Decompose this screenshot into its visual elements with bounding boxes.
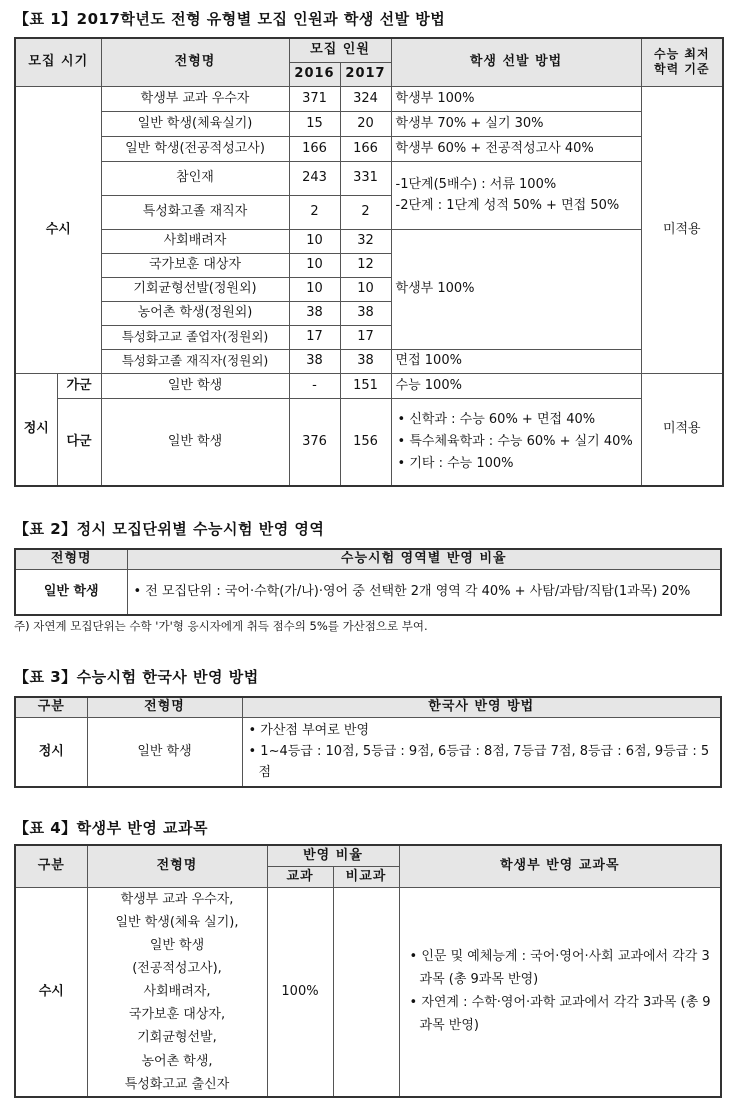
count-2017: 156 bbox=[340, 398, 391, 486]
table2-footnote: 주) 자연계 모집단위는 수학 '가'형 응시자에게 취득 점수의 5%를 가산점으로 부여. bbox=[14, 619, 428, 633]
admission-type-item: 사회배려자, bbox=[143, 984, 211, 1000]
admission-type-item: 국가보훈 대상자, bbox=[128, 1007, 226, 1023]
count-2017: 2 bbox=[340, 195, 391, 229]
type-name: 일반 학생 bbox=[101, 373, 289, 398]
type-name: 일반 학생(전공적성고사) bbox=[101, 136, 289, 161]
count-2017: 166 bbox=[340, 136, 391, 161]
dagun-label: 다군 bbox=[57, 398, 101, 486]
count-2017: 20 bbox=[340, 111, 391, 136]
table2 bbox=[14, 548, 722, 616]
method-bullet: • 신학과 : 수능 60% + 면접 40% bbox=[397, 411, 596, 427]
selection-method-two-stage bbox=[391, 161, 641, 229]
header-csat-minimum: 수능 최저 학력 기준 bbox=[641, 38, 723, 86]
header-admission-type: 전형명 bbox=[15, 549, 127, 569]
type-name: 기회균형선발(정원외) bbox=[101, 277, 289, 301]
stage-1: -1단계(5배수) : 서류 100% bbox=[395, 176, 557, 192]
admission-type-item: 특성화고교 출신자 bbox=[124, 1076, 230, 1092]
count-2016: 166 bbox=[289, 136, 340, 161]
division: 수시 bbox=[15, 887, 87, 1097]
type-name: 특성화고졸 재직자(정원외) bbox=[101, 349, 289, 373]
admission-type-item: 학생부 교과 우수자, bbox=[120, 891, 234, 907]
type-name: 일반 학생 bbox=[101, 398, 289, 486]
table4 bbox=[14, 844, 722, 1098]
header-csat-ratio: 수능시험 영역별 반영 비율 bbox=[127, 549, 721, 569]
bigyogwa-ratio bbox=[333, 887, 399, 1097]
count-2016: - bbox=[289, 373, 340, 398]
header-division: 구분 bbox=[15, 697, 87, 717]
division: 정시 bbox=[15, 717, 87, 787]
method-bullet: • 1~4등급 : 10점, 5등급 : 9점, 6등급 : 8점, 7등급 7점, 8등급 : 6점, 9등급 : 5점 bbox=[248, 744, 710, 781]
subject-bullet: • 인문 및 예체능계 : 국어·영어·사회 교과에서 각각 3과목 (총 9과목 반영) bbox=[409, 949, 710, 987]
count-2017: 12 bbox=[340, 253, 391, 277]
table3 bbox=[14, 696, 722, 788]
count-2016: 10 bbox=[289, 253, 340, 277]
admission-type: 일반 학생 bbox=[87, 717, 242, 787]
count-2017: 324 bbox=[340, 86, 391, 111]
table3-title: 【표 3】수능시험 한국사 반영 방법 bbox=[14, 668, 259, 686]
selection-method: 학생부 70% + 실기 30% bbox=[391, 111, 641, 136]
count-2016: 38 bbox=[289, 301, 340, 325]
table2-title: 【표 2】정시 모집단위별 수능시험 반영 영역 bbox=[14, 520, 325, 538]
header-korean-history-method: 한국사 반영 방법 bbox=[242, 697, 721, 717]
csat-not-applied: 미적용 bbox=[641, 373, 723, 486]
count-2017: 331 bbox=[340, 161, 391, 195]
count-2017: 17 bbox=[340, 325, 391, 349]
header-recruit-time: 모집 시기 bbox=[15, 38, 101, 86]
header-recruit-count: 모집 인원 bbox=[289, 38, 391, 62]
type-name: 학생부 교과 우수자 bbox=[101, 86, 289, 111]
count-2016: 376 bbox=[289, 398, 340, 486]
selection-method: 학생부 100% bbox=[391, 229, 641, 349]
korean-history-content bbox=[242, 717, 721, 787]
subject-bullet: • 자연계 : 수학·영어·과학 교과에서 각각 3과목 (총 9과목 반영) bbox=[409, 994, 711, 1033]
admission-type: 일반 학생 bbox=[15, 569, 127, 615]
selection-method-list bbox=[391, 398, 641, 486]
gagun-label: 가군 bbox=[57, 373, 101, 398]
type-name: 특성화고졸 재직자 bbox=[101, 195, 289, 229]
count-2017: 10 bbox=[340, 277, 391, 301]
header-selection-method: 학생 선발 방법 bbox=[391, 38, 641, 86]
table4-title: 【표 4】학생부 반영 교과목 bbox=[14, 819, 209, 837]
type-name: 국가보훈 대상자 bbox=[101, 253, 289, 277]
method-bullet: • 기타 : 수능 100% bbox=[397, 455, 514, 471]
header-year-2016: 2016 bbox=[289, 62, 340, 86]
header-ratio: 반영 비율 bbox=[267, 845, 399, 866]
admission-type-item: 기회균형선발, bbox=[137, 1030, 217, 1046]
selection-method: 학생부 60% + 전공적성고사 40% bbox=[391, 136, 641, 161]
type-name: 농어촌 학생(정원외) bbox=[101, 301, 289, 325]
type-name: 특성화고교 졸업자(정원외) bbox=[101, 325, 289, 349]
count-2016: 371 bbox=[289, 86, 340, 111]
admission-type-list bbox=[87, 887, 267, 1097]
header-admission-type: 전형명 bbox=[87, 697, 242, 717]
selection-method: 면접 100% bbox=[391, 349, 641, 373]
gyogwa-ratio: 100% bbox=[267, 887, 333, 1097]
header-year-2017: 2017 bbox=[340, 62, 391, 86]
count-2016: 10 bbox=[289, 229, 340, 253]
count-2016: 15 bbox=[289, 111, 340, 136]
table1-title: 【표 1】2017학년도 전형 유형별 모집 인원과 학생 선발 방법 bbox=[14, 10, 446, 28]
ratio-bullet: • 전 모집단위 : 국어·수학(가/나)·영어 중 선택한 2개 영역 각 40% + 사탐/과탐/직탐(1과목) 20% bbox=[133, 583, 691, 599]
header-admission-type: 전형명 bbox=[101, 38, 289, 86]
header-admission-type: 전형명 bbox=[87, 845, 267, 887]
stage-2: -2단계 : 1단계 성적 50% + 면접 50% bbox=[395, 198, 620, 213]
susi-label: 수시 bbox=[15, 86, 101, 373]
admission-type-item: 일반 학생(체육 실기), bbox=[115, 914, 239, 930]
count-2016: 38 bbox=[289, 349, 340, 373]
type-name: 일반 학생(체육실기) bbox=[101, 111, 289, 136]
admission-type-item: 일반 학생 bbox=[149, 937, 205, 953]
jeongsi-label: 정시 bbox=[15, 373, 57, 486]
count-2017: 32 bbox=[340, 229, 391, 253]
header-gyogwa: 교과 bbox=[267, 866, 333, 887]
count-2017: 38 bbox=[340, 349, 391, 373]
method-bullet: • 특수체육학과 : 수능 60% + 실기 40% bbox=[397, 433, 633, 449]
count-2017: 38 bbox=[340, 301, 391, 325]
table1 bbox=[14, 37, 724, 487]
csat-not-applied: 미적용 bbox=[641, 86, 723, 373]
admission-type-item: (전공적성고사), bbox=[132, 961, 222, 977]
subjects-content bbox=[399, 887, 721, 1097]
count-2017: 151 bbox=[340, 373, 391, 398]
selection-method: 수능 100% bbox=[391, 373, 641, 398]
header-subjects: 학생부 반영 교과목 bbox=[399, 845, 721, 887]
admission-type-item: 농어촌 학생, bbox=[141, 1053, 213, 1069]
header-bigyogwa: 비교과 bbox=[333, 866, 399, 887]
selection-method: 학생부 100% bbox=[391, 86, 641, 111]
type-name: 사회배려자 bbox=[101, 229, 289, 253]
type-name: 참인재 bbox=[101, 161, 289, 195]
header-division: 구분 bbox=[15, 845, 87, 887]
csat-ratio-content bbox=[127, 569, 721, 615]
method-bullet: • 가산점 부여로 반영 bbox=[248, 722, 370, 738]
count-2016: 17 bbox=[289, 325, 340, 349]
count-2016: 2 bbox=[289, 195, 340, 229]
count-2016: 10 bbox=[289, 277, 340, 301]
count-2016: 243 bbox=[289, 161, 340, 195]
